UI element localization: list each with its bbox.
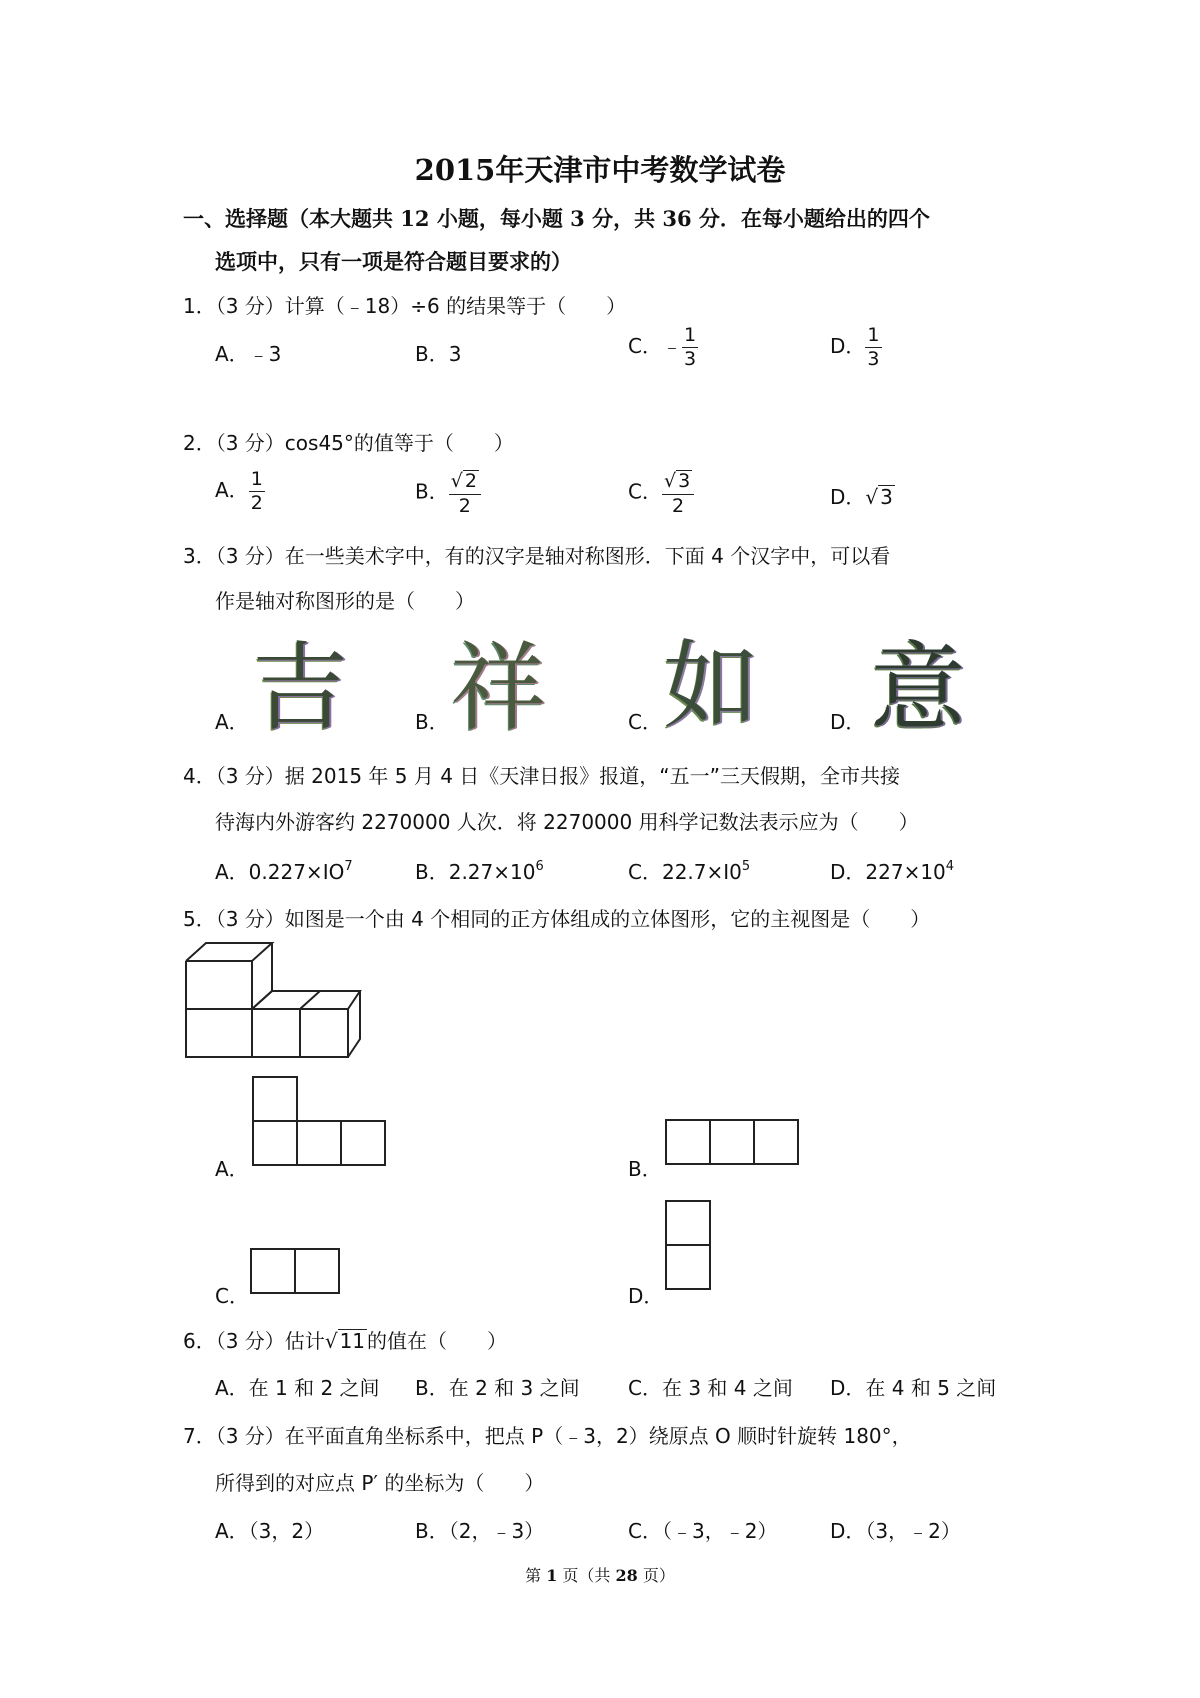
question-1-stem: 1．（3 分）计算（﹣18）÷6 的结果等于（ ） xyxy=(183,294,627,318)
q5-option-d-label: D． xyxy=(628,1284,664,1308)
q2-option-b xyxy=(415,470,481,516)
radicand: 3 xyxy=(880,485,893,509)
q3-option-d-character: 意 xyxy=(870,632,966,744)
q1-option-a: A．﹣3 xyxy=(215,342,282,366)
q4-option-a xyxy=(215,856,353,885)
question-5-stem: 5．（3 分）如图是一个由 4 个相同的正方体组成的立体图形，它的主视图是（ ） xyxy=(183,907,931,931)
q5-option-a-view xyxy=(251,1075,391,1170)
q4-option-d-base: D．227×10 xyxy=(830,860,946,884)
q1-option-d-label: D． xyxy=(830,334,866,358)
q6-option-b: B．在 2 和 3 之间 xyxy=(415,1376,580,1400)
q7-option-b: B．（2，﹣3） xyxy=(415,1519,545,1543)
page-footer xyxy=(0,1563,1200,1586)
radicand: 3 xyxy=(678,470,691,492)
q1-option-c-label: C． xyxy=(628,334,662,358)
q7-option-a: A．（3，2） xyxy=(215,1519,325,1543)
q5-option-b-label: B． xyxy=(628,1157,662,1181)
fraction-numerator: 1 xyxy=(867,324,880,346)
q1-option-d-fraction xyxy=(865,326,881,369)
q2-option-c-fraction xyxy=(662,470,694,516)
fraction-denominator: 3 xyxy=(683,348,697,370)
q2-option-c-label: C． xyxy=(628,479,662,504)
q2-option-b-fraction xyxy=(449,470,481,516)
section-heading-line2: 选项中，只有一项是符合题目要求的） xyxy=(215,249,572,274)
question-3-stem-line2: 作是轴对称图形的是（ ） xyxy=(215,589,475,613)
q4-option-d-exponent: 4 xyxy=(945,859,955,874)
fraction-denominator: 2 xyxy=(250,492,263,514)
fraction-denominator: 3 xyxy=(867,348,880,370)
sqrt-symbol: √ xyxy=(663,470,677,492)
q3-option-b-character: 祥 xyxy=(450,632,546,744)
q6-option-a: A．在 1 和 2 之间 xyxy=(215,1376,380,1400)
q6-stem-prefix: 6．（3 分）估计 xyxy=(183,1329,325,1353)
q2-option-d-label: D． xyxy=(830,485,866,509)
q6-option-c: C．在 3 和 4 之间 xyxy=(628,1376,793,1400)
q3-option-c-label: C． xyxy=(628,710,662,734)
q1-option-b: B．3 xyxy=(415,342,462,366)
q1-option-c-fraction xyxy=(682,326,698,369)
q4-option-a-exponent: 7 xyxy=(344,859,353,874)
q4-option-a-base: A．0.227×IO xyxy=(215,860,345,884)
radicand: 2 xyxy=(464,470,477,492)
q5-3d-cube-figure xyxy=(182,935,362,1060)
radicand: 11 xyxy=(339,1329,366,1353)
footer-suffix: 页） xyxy=(637,1566,675,1585)
q6-option-d: D．在 4 和 5 之间 xyxy=(830,1376,997,1400)
q5-option-b-view xyxy=(664,1118,804,1170)
q4-option-c-base: C．22.7×I0 xyxy=(628,860,742,884)
q5-option-c-label: C． xyxy=(215,1284,249,1308)
q4-option-b-base: B．2.27×10 xyxy=(415,860,536,884)
fraction-numerator: 1 xyxy=(250,468,263,490)
q1-option-c-sign: ﹣ xyxy=(661,334,682,358)
fraction-numerator xyxy=(449,470,481,495)
fraction-numerator xyxy=(662,470,694,495)
q2-option-d xyxy=(830,481,895,510)
q5-option-c-view xyxy=(249,1247,345,1299)
fraction-numerator: 1 xyxy=(683,324,697,346)
q2-option-a-fraction xyxy=(249,470,265,513)
q3-option-b-label: B． xyxy=(415,710,449,734)
q6-stem-suffix: 的值在（ ） xyxy=(367,1329,508,1353)
q3-option-a-character: 吉 xyxy=(252,632,348,744)
section-heading-line1: 一、选择题（本大题共 12 小题，每小题 3 分，共 36 分．在每小题给出的四个 xyxy=(183,206,930,231)
question-7-stem-line1: 7．（3 分）在平面直角坐标系中，把点 P（﹣3，2）绕原点 O 顺时针旋转 180°， xyxy=(183,1424,912,1448)
q3-option-d-label: D． xyxy=(830,710,866,734)
q4-option-b-exponent: 6 xyxy=(535,859,544,874)
q4-option-b xyxy=(415,856,544,885)
footer-prefix: 第 xyxy=(525,1566,547,1585)
q3-option-c-character: 如 xyxy=(663,630,759,742)
q5-option-d-view xyxy=(664,1199,716,1295)
question-4-stem-line1: 4．（3 分）据 2015 年 5 月 4 日《天津日报》报道，“五一”三天假期，全市共接 xyxy=(183,764,901,788)
q3-option-a-label: A． xyxy=(215,710,249,734)
q4-option-c xyxy=(628,856,750,885)
fraction-denominator: 2 xyxy=(458,494,471,517)
footer-page-number: 1 xyxy=(546,1566,558,1585)
q2-option-a-label: A． xyxy=(215,478,249,502)
question-4-stem-line2: 待海内外游客约 2270000 人次．将 2270000 用科学记数法表示应为（ ） xyxy=(215,810,919,834)
q4-option-d xyxy=(830,856,954,885)
footer-total-pages: 28 xyxy=(615,1566,638,1585)
page-title: 2015年天津市中考数学试卷 xyxy=(414,153,786,187)
q2-option-c xyxy=(628,470,694,516)
q2-option-a xyxy=(215,470,265,513)
q7-option-d: D．（3，﹣2） xyxy=(830,1519,961,1543)
fraction-denominator: 2 xyxy=(672,494,685,517)
q7-option-c: C．（﹣3，﹣2） xyxy=(628,1519,778,1543)
q2-option-b-label: B． xyxy=(415,479,449,504)
sqrt-symbol: √ xyxy=(865,485,879,509)
sqrt-symbol: √ xyxy=(324,1329,338,1353)
question-6-stem xyxy=(183,1325,507,1354)
q5-option-a-label: A． xyxy=(215,1157,249,1181)
footer-middle: 页（共 xyxy=(557,1566,616,1585)
sqrt-symbol: √ xyxy=(450,470,463,492)
q1-option-d xyxy=(830,326,882,369)
question-3-stem-line1: 3．（3 分）在一些美术字中，有的汉字是轴对称图形．下面 4 个汉字中，可以看 xyxy=(183,544,891,568)
q4-option-c-exponent: 5 xyxy=(741,859,751,874)
question-2-stem: 2．（3 分）cos45°的值等于（ ） xyxy=(183,431,514,455)
q1-option-c xyxy=(628,326,698,369)
question-7-stem-line2: 所得到的对应点 P′ 的坐标为（ ） xyxy=(215,1471,545,1495)
